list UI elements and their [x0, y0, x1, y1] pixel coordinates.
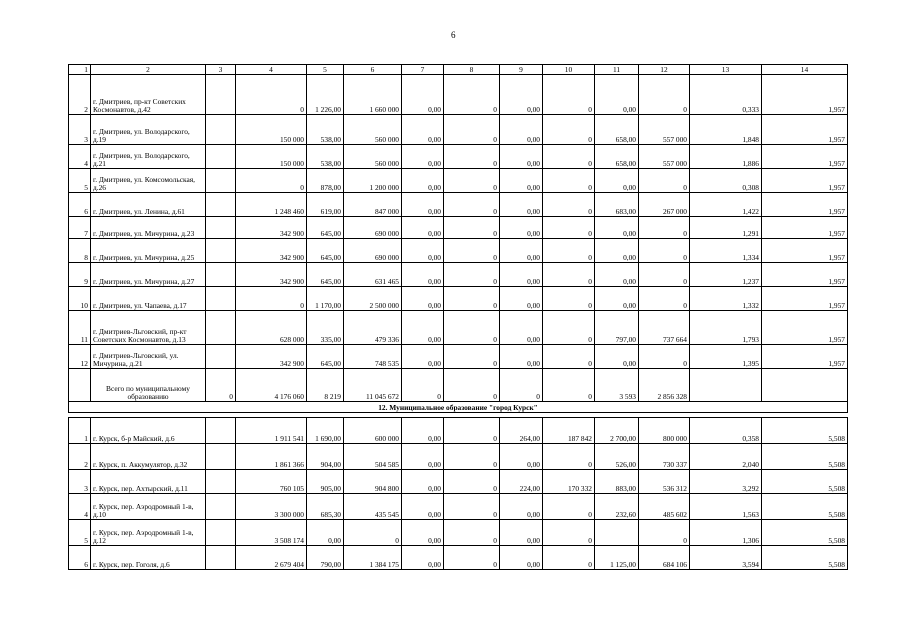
- address-cell: г. Дмитриев, ул. Чапаева, д.17: [91, 287, 206, 311]
- table-row: [69, 145, 848, 169]
- value-cell: 797,00: [595, 311, 639, 345]
- address-cell: г. Дмитриев, ул. Мичурина, д.25: [91, 239, 206, 263]
- value-cell: 504 585: [344, 444, 402, 470]
- value-cell: 0,00: [402, 546, 444, 570]
- column-header: 11: [595, 65, 639, 75]
- value-cell: 1,957: [762, 287, 848, 311]
- value-cell: 435 545: [344, 494, 402, 520]
- value-cell: 619,00: [307, 193, 344, 217]
- table-row: [69, 311, 848, 345]
- value-cell: 2 856 328: [639, 369, 690, 402]
- value-cell: 1 170,00: [307, 287, 344, 311]
- value-cell: 6: [69, 193, 91, 217]
- value-cell: 0: [344, 520, 402, 546]
- value-cell: 232,60: [595, 494, 639, 520]
- value-cell: 3 593: [595, 369, 639, 402]
- address-cell: г. Дмитриев-Льговский, ул. Мичурина, д.21: [91, 345, 206, 369]
- value-cell: 0: [543, 115, 595, 145]
- value-cell: 5,508: [762, 494, 848, 520]
- value-cell: 0,00: [500, 345, 543, 369]
- value-cell: 1,563: [690, 494, 762, 520]
- value-cell: 0: [639, 75, 690, 115]
- header-row: [69, 65, 848, 75]
- value-cell: 0,00: [402, 470, 444, 494]
- value-cell: [206, 345, 236, 369]
- value-cell: 1,886: [690, 145, 762, 169]
- value-cell: 3: [69, 115, 91, 145]
- value-cell: 0: [543, 520, 595, 546]
- value-cell: 0: [639, 263, 690, 287]
- address-cell: г. Дмитриев, ул. Володарского, д.21: [91, 145, 206, 169]
- value-cell: 628 000: [236, 311, 307, 345]
- value-cell: 0,00: [500, 546, 543, 570]
- value-cell: 847 000: [344, 193, 402, 217]
- value-cell: 0: [543, 444, 595, 470]
- value-cell: 0: [444, 546, 500, 570]
- value-cell: 1 690,00: [307, 418, 344, 444]
- column-header: 12: [639, 65, 690, 75]
- value-cell: 4: [69, 494, 91, 520]
- value-cell: 1,957: [762, 75, 848, 115]
- value-cell: 1 200 000: [344, 169, 402, 193]
- value-cell: 150 000: [236, 115, 307, 145]
- value-cell: 1,291: [690, 217, 762, 239]
- address-cell: г. Дмитриев, ул. Мичурина, д.27: [91, 263, 206, 287]
- value-cell: 560 000: [344, 145, 402, 169]
- value-cell: 560 000: [344, 115, 402, 145]
- column-header: 14: [762, 65, 848, 75]
- value-cell: 2: [69, 75, 91, 115]
- value-cell: 0: [444, 311, 500, 345]
- value-cell: 0: [444, 287, 500, 311]
- value-cell: 631 465: [344, 263, 402, 287]
- value-cell: 1,793: [690, 311, 762, 345]
- value-cell: 1,422: [690, 193, 762, 217]
- value-cell: 0: [543, 345, 595, 369]
- value-cell: 0: [543, 494, 595, 520]
- column-header: 7: [402, 65, 444, 75]
- value-cell: 5: [69, 169, 91, 193]
- value-cell: 485 602: [639, 494, 690, 520]
- value-cell: [690, 369, 762, 402]
- table-row: [69, 239, 848, 263]
- address-cell: г. Дмитриев, ул. Мичурина, д.23: [91, 217, 206, 239]
- value-cell: [206, 444, 236, 470]
- value-cell: 0: [543, 239, 595, 263]
- value-cell: 0: [444, 369, 500, 402]
- value-cell: 0: [444, 169, 500, 193]
- value-cell: 12: [69, 345, 91, 369]
- value-cell: 0: [639, 287, 690, 311]
- address-cell: г. Дмитриев-Льговский, пр-кт Советских Космонавтов, д.13: [91, 311, 206, 345]
- value-cell: 1,848: [690, 115, 762, 145]
- table-row: [69, 418, 848, 444]
- value-cell: 1 861 366: [236, 444, 307, 470]
- value-cell: 737 664: [639, 311, 690, 345]
- value-cell: 11 045 672: [344, 369, 402, 402]
- value-cell: 0: [444, 444, 500, 470]
- value-cell: [595, 520, 639, 546]
- value-cell: 0: [543, 75, 595, 115]
- value-cell: 267 000: [639, 193, 690, 217]
- value-cell: 1,306: [690, 520, 762, 546]
- table-row: [69, 470, 848, 494]
- value-cell: 264,00: [500, 418, 543, 444]
- value-cell: 883,00: [595, 470, 639, 494]
- value-cell: 5,508: [762, 546, 848, 570]
- value-cell: 4 176 060: [236, 369, 307, 402]
- table-row: [69, 193, 848, 217]
- value-cell: 0,00: [402, 444, 444, 470]
- value-cell: 0: [402, 369, 444, 402]
- value-cell: 0,00: [402, 145, 444, 169]
- value-cell: 335,00: [307, 311, 344, 345]
- value-cell: [206, 239, 236, 263]
- value-cell: 5,508: [762, 418, 848, 444]
- column-header: 10: [543, 65, 595, 75]
- value-cell: 0: [543, 145, 595, 169]
- value-cell: 1,957: [762, 115, 848, 145]
- value-cell: 3 300 000: [236, 494, 307, 520]
- value-cell: 658,00: [595, 145, 639, 169]
- value-cell: 0: [500, 369, 543, 402]
- value-cell: 5,508: [762, 470, 848, 494]
- value-cell: 0: [543, 546, 595, 570]
- value-cell: [762, 369, 848, 402]
- value-cell: 800 000: [639, 418, 690, 444]
- column-header: 13: [690, 65, 762, 75]
- value-cell: 1,957: [762, 193, 848, 217]
- value-cell: 0: [206, 369, 236, 402]
- value-cell: 645,00: [307, 239, 344, 263]
- value-cell: 0: [236, 169, 307, 193]
- value-cell: 0,00: [595, 239, 639, 263]
- value-cell: 0,00: [402, 217, 444, 239]
- value-cell: 730 337: [639, 444, 690, 470]
- value-cell: 6: [69, 546, 91, 570]
- value-cell: 3,292: [690, 470, 762, 494]
- table-row: [69, 75, 848, 115]
- value-cell: 1,957: [762, 145, 848, 169]
- value-cell: 10: [69, 287, 91, 311]
- value-cell: 3,594: [690, 546, 762, 570]
- value-cell: 645,00: [307, 217, 344, 239]
- value-cell: 0: [444, 520, 500, 546]
- value-cell: 645,00: [307, 345, 344, 369]
- value-cell: [69, 369, 91, 402]
- value-cell: 11: [69, 311, 91, 345]
- value-cell: 538,00: [307, 115, 344, 145]
- value-cell: 0: [444, 263, 500, 287]
- value-cell: [206, 115, 236, 145]
- page-number: 6: [451, 30, 456, 40]
- value-cell: 1,334: [690, 239, 762, 263]
- value-cell: 557 000: [639, 115, 690, 145]
- value-cell: 0,00: [595, 287, 639, 311]
- value-cell: 0: [639, 169, 690, 193]
- value-cell: 0,00: [402, 169, 444, 193]
- value-cell: 342 900: [236, 263, 307, 287]
- table-body: [69, 65, 848, 570]
- value-cell: 0: [444, 75, 500, 115]
- table-row: [69, 287, 848, 311]
- value-cell: 2 700,00: [595, 418, 639, 444]
- column-header: 3: [206, 65, 236, 75]
- value-cell: 8: [69, 239, 91, 263]
- value-cell: 1,332: [690, 287, 762, 311]
- value-cell: [206, 145, 236, 169]
- value-cell: 683,00: [595, 193, 639, 217]
- value-cell: 0,00: [595, 345, 639, 369]
- table-row: [69, 217, 848, 239]
- value-cell: 0,00: [402, 345, 444, 369]
- value-cell: 0: [639, 520, 690, 546]
- value-cell: 0,333: [690, 75, 762, 115]
- value-cell: 0,00: [500, 263, 543, 287]
- value-cell: [206, 470, 236, 494]
- value-cell: 0: [543, 193, 595, 217]
- value-cell: 0,00: [402, 115, 444, 145]
- address-cell: г. Дмитриев, ул. Ленина, д.61: [91, 193, 206, 217]
- value-cell: 0,00: [500, 115, 543, 145]
- value-cell: 0: [236, 75, 307, 115]
- value-cell: 0,00: [402, 75, 444, 115]
- address-cell: г. Курск, б-р Майский, д.6: [91, 418, 206, 444]
- value-cell: 0,00: [500, 287, 543, 311]
- value-cell: 658,00: [595, 115, 639, 145]
- value-cell: 538,00: [307, 145, 344, 169]
- address-cell: г. Дмитриев, ул. Володарского, д.19: [91, 115, 206, 145]
- value-cell: 1 248 460: [236, 193, 307, 217]
- value-cell: 0,00: [402, 418, 444, 444]
- value-cell: [206, 418, 236, 444]
- value-cell: 0: [236, 287, 307, 311]
- value-cell: 0,00: [402, 311, 444, 345]
- value-cell: 0,00: [402, 239, 444, 263]
- value-cell: 0,358: [690, 418, 762, 444]
- value-cell: 1 226,00: [307, 75, 344, 115]
- value-cell: 0: [639, 239, 690, 263]
- value-cell: 1: [69, 418, 91, 444]
- value-cell: 0,00: [402, 520, 444, 546]
- value-cell: 645,00: [307, 263, 344, 287]
- value-cell: 0,00: [500, 169, 543, 193]
- value-cell: [206, 217, 236, 239]
- column-header: 2: [91, 65, 206, 75]
- value-cell: 0,00: [500, 75, 543, 115]
- value-cell: 0,00: [595, 169, 639, 193]
- address-cell: г. Курск, п. Аккумулятор, д.32: [91, 444, 206, 470]
- value-cell: 600 000: [344, 418, 402, 444]
- value-cell: 0,00: [500, 311, 543, 345]
- value-cell: 0,00: [500, 494, 543, 520]
- value-cell: 7: [69, 217, 91, 239]
- value-cell: 0: [543, 287, 595, 311]
- value-cell: 690 000: [344, 239, 402, 263]
- value-cell: 1 125,00: [595, 546, 639, 570]
- value-cell: [206, 311, 236, 345]
- address-cell: г. Дмитриев, ул. Комсомольская, д.26: [91, 169, 206, 193]
- value-cell: 0: [444, 494, 500, 520]
- column-header: 5: [307, 65, 344, 75]
- value-cell: [206, 520, 236, 546]
- value-cell: 1,957: [762, 169, 848, 193]
- value-cell: 0: [444, 470, 500, 494]
- table-row: [69, 115, 848, 145]
- table-row: [69, 444, 848, 470]
- address-cell: Всего по муниципальному образованию: [91, 369, 206, 402]
- address-cell: г. Курск, пер. Ахтырский, д.11: [91, 470, 206, 494]
- value-cell: 0,00: [500, 145, 543, 169]
- table-row: [69, 494, 848, 520]
- table-row: [69, 263, 848, 287]
- value-cell: 0,00: [595, 75, 639, 115]
- section-row: [69, 402, 848, 413]
- value-cell: 0: [639, 217, 690, 239]
- column-header: 9: [500, 65, 543, 75]
- value-cell: [206, 494, 236, 520]
- value-cell: 0,00: [402, 494, 444, 520]
- value-cell: 0: [543, 169, 595, 193]
- address-cell: г. Курск, пер. Аэродромный 1-в, д.12: [91, 520, 206, 546]
- value-cell: 0,00: [402, 193, 444, 217]
- value-cell: 150 000: [236, 145, 307, 169]
- value-cell: 1,237: [690, 263, 762, 287]
- value-cell: 0: [639, 345, 690, 369]
- total-row: [69, 369, 848, 402]
- value-cell: 3: [69, 470, 91, 494]
- table-row: [69, 520, 848, 546]
- value-cell: [206, 75, 236, 115]
- value-cell: 479 336: [344, 311, 402, 345]
- value-cell: 2,040: [690, 444, 762, 470]
- address-cell: г. Курск, пер. Аэродромный 1-в, д.10: [91, 494, 206, 520]
- value-cell: 536 312: [639, 470, 690, 494]
- value-cell: 690 000: [344, 217, 402, 239]
- value-cell: [206, 193, 236, 217]
- value-cell: 8 219: [307, 369, 344, 402]
- value-cell: 0: [444, 217, 500, 239]
- value-cell: [206, 546, 236, 570]
- value-cell: 342 900: [236, 217, 307, 239]
- value-cell: 1 384 175: [344, 546, 402, 570]
- value-cell: 5,508: [762, 520, 848, 546]
- address-cell: г. Дмитриев, пр-кт Советских Космонавтов, д.42: [91, 75, 206, 115]
- value-cell: 760 105: [236, 470, 307, 494]
- value-cell: 2: [69, 444, 91, 470]
- value-cell: 1 911 541: [236, 418, 307, 444]
- value-cell: 1,957: [762, 217, 848, 239]
- value-cell: 1,957: [762, 239, 848, 263]
- value-cell: 342 900: [236, 345, 307, 369]
- table-row: [69, 546, 848, 570]
- value-cell: [206, 287, 236, 311]
- value-cell: 1 660 000: [344, 75, 402, 115]
- value-cell: 1,957: [762, 311, 848, 345]
- value-cell: 1,395: [690, 345, 762, 369]
- value-cell: 0,00: [500, 193, 543, 217]
- value-cell: 878,00: [307, 169, 344, 193]
- value-cell: 904,00: [307, 444, 344, 470]
- value-cell: 0,00: [595, 217, 639, 239]
- value-cell: 790,00: [307, 546, 344, 570]
- value-cell: 0,00: [500, 520, 543, 546]
- value-cell: 2 679 404: [236, 546, 307, 570]
- value-cell: 0,00: [595, 263, 639, 287]
- value-cell: 0,00: [402, 263, 444, 287]
- column-header: 4: [236, 65, 307, 75]
- value-cell: 0,00: [500, 444, 543, 470]
- value-cell: [206, 169, 236, 193]
- value-cell: 0: [444, 345, 500, 369]
- value-cell: 5,508: [762, 444, 848, 470]
- value-cell: 0: [444, 239, 500, 263]
- value-cell: 9: [69, 263, 91, 287]
- table-row: [69, 169, 848, 193]
- value-cell: 170 332: [543, 470, 595, 494]
- value-cell: 5: [69, 520, 91, 546]
- value-cell: 3 508 174: [236, 520, 307, 546]
- value-cell: 526,00: [595, 444, 639, 470]
- value-cell: 0,308: [690, 169, 762, 193]
- column-header: 8: [444, 65, 500, 75]
- value-cell: 2 500 000: [344, 287, 402, 311]
- value-cell: 4: [69, 145, 91, 169]
- value-cell: 224,00: [500, 470, 543, 494]
- value-cell: 0: [444, 418, 500, 444]
- value-cell: 0: [444, 193, 500, 217]
- value-cell: 905,00: [307, 470, 344, 494]
- section-title: 12. Муниципальное образование "город Курск": [69, 402, 848, 413]
- value-cell: 0: [444, 145, 500, 169]
- value-cell: 557 000: [639, 145, 690, 169]
- value-cell: [206, 263, 236, 287]
- value-cell: 187 842: [543, 418, 595, 444]
- value-cell: 1,957: [762, 345, 848, 369]
- value-cell: 904 800: [344, 470, 402, 494]
- value-cell: 0,00: [402, 287, 444, 311]
- value-cell: 0,00: [500, 239, 543, 263]
- value-cell: 0: [543, 263, 595, 287]
- value-cell: 0: [543, 369, 595, 402]
- value-cell: 748 535: [344, 345, 402, 369]
- value-cell: 0,00: [307, 520, 344, 546]
- data-table: [68, 64, 848, 570]
- address-cell: г. Курск, пер. Гоголя, д.6: [91, 546, 206, 570]
- value-cell: 1,957: [762, 263, 848, 287]
- column-header: 1: [69, 65, 91, 75]
- table-row: [69, 345, 848, 369]
- column-header: 6: [344, 65, 402, 75]
- value-cell: 342 900: [236, 239, 307, 263]
- value-cell: 0: [543, 311, 595, 345]
- value-cell: 684 106: [639, 546, 690, 570]
- value-cell: 0,00: [500, 217, 543, 239]
- value-cell: 0: [543, 217, 595, 239]
- value-cell: 685,30: [307, 494, 344, 520]
- value-cell: 0: [444, 115, 500, 145]
